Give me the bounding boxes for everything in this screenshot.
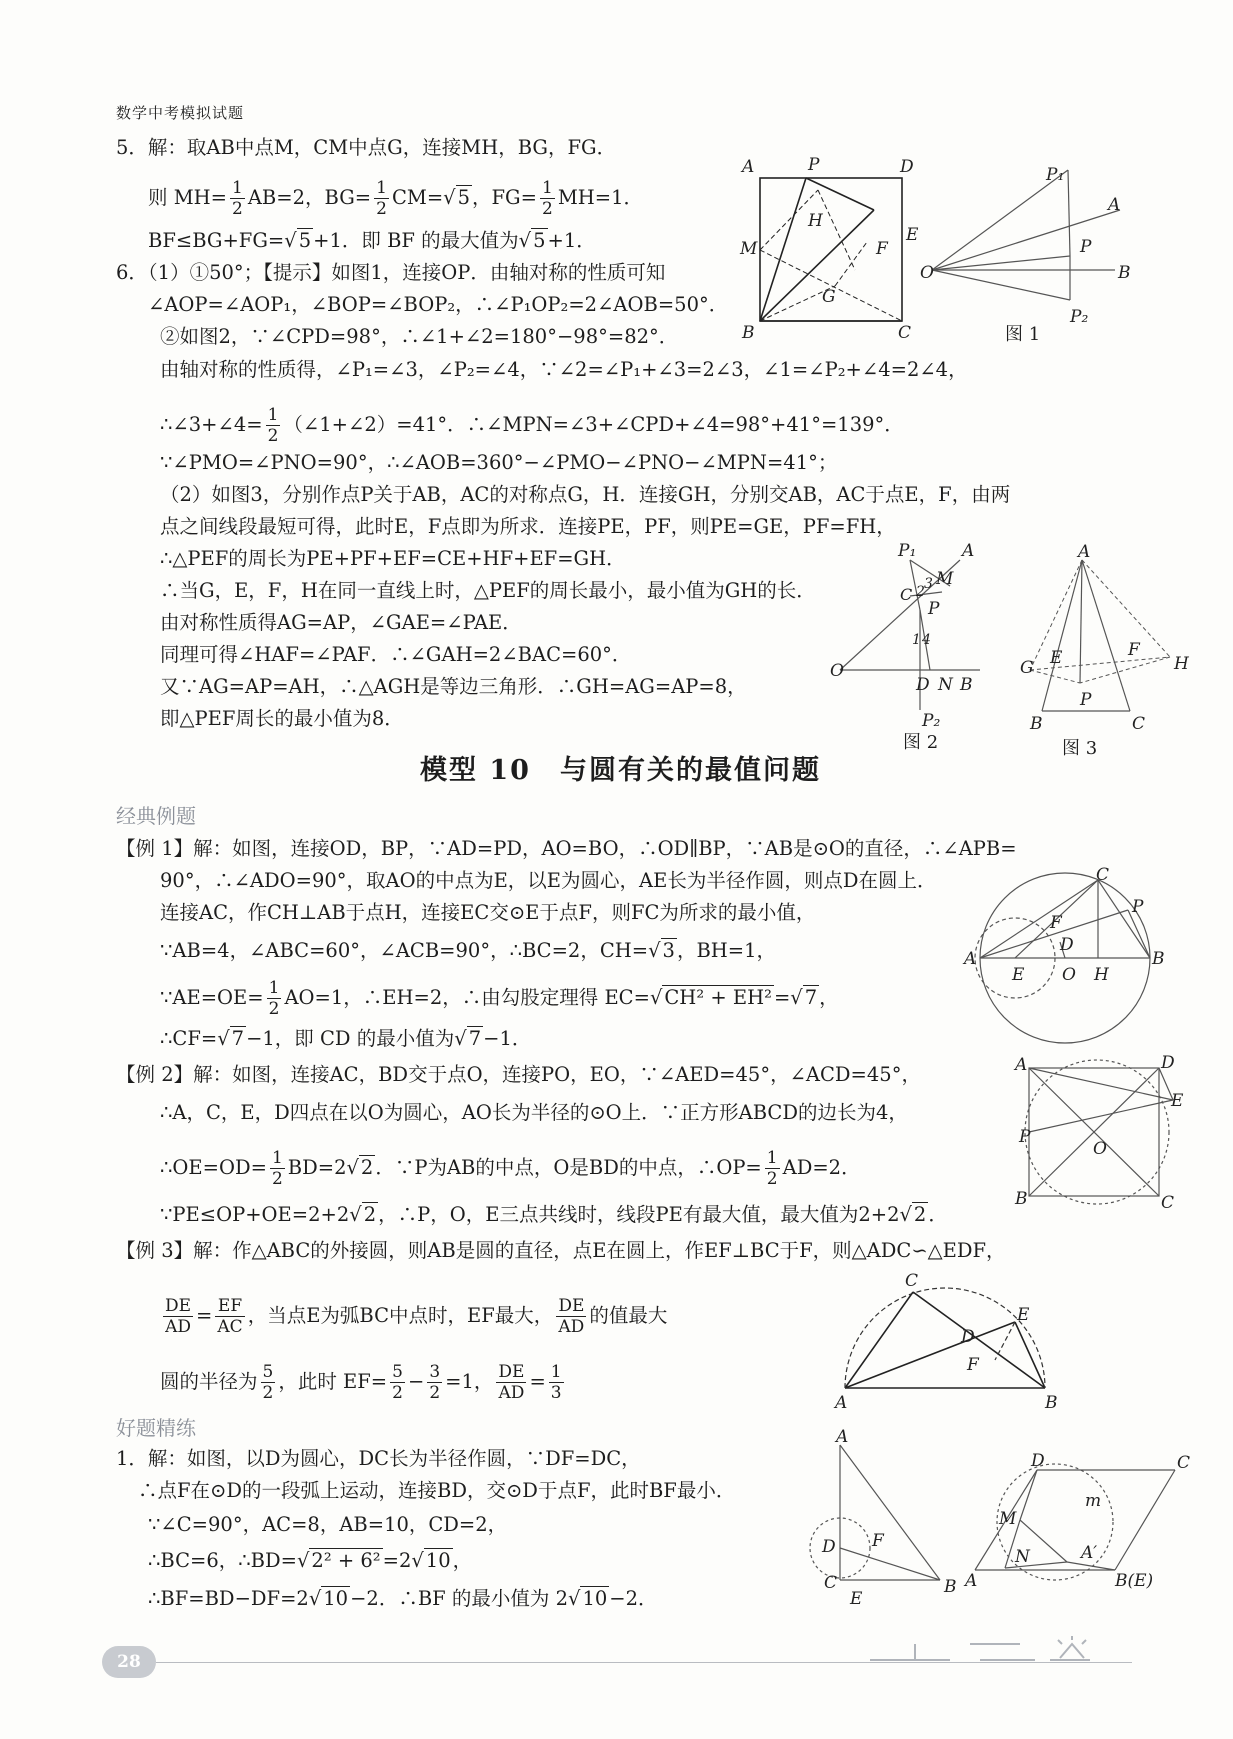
figure-label: P (1080, 690, 1092, 710)
figure-label: P (928, 599, 940, 619)
p5-line3: BF≤BG+FG=√ 5 +1．即 BF 的最大值为√ 5 +1． (148, 229, 596, 252)
figure-label: 1 (912, 632, 921, 648)
pr1-line2: ∴点F在⊙D的一段弧上运动，连接BD，交⊙D于点F，此时BF最小． (138, 1479, 736, 1502)
figure-label: N (1015, 1547, 1030, 1567)
figure-label: F (967, 1355, 979, 1375)
figure-label: C (900, 585, 913, 604)
p6-line4: 由轴对称的性质得，∠P₁=∠3，∠P₂=∠4，∵∠2=∠P₁+∠3=2∠3，∠1=∠P₂+∠4=2∠4， (160, 358, 968, 381)
pr1-line5: ∴BF=BD−DF=2√ 10 −2．∴BF 的最小值为 2√ 10 −2． (148, 1587, 658, 1610)
figure-label: P (1132, 897, 1144, 917)
ex1-line3: 连接AC，作CH⊥AB于点H，连接EC交⊙E于点F，则FC为所求的最小值， (160, 901, 816, 924)
figure-2-labels (830, 541, 974, 731)
ex1-line5: ∵AE=OE= $\frac{1}{2}$ AO=1，∴EH=2，∴由勾股定理得 EC=√ CH² + EH² =√ 7 ， (160, 978, 839, 1019)
figure-3-caption: 图 3 (1062, 738, 1098, 759)
practice-1-a-labels (821, 1427, 957, 1609)
figure-label: C (1096, 865, 1110, 885)
figure-label: C (824, 1573, 838, 1593)
figure-label: P (808, 155, 820, 175)
p5-line1: 5．解：取AB中点M，CM中点G，连接MH，BG，FG． (116, 136, 617, 159)
figure-label: H (808, 211, 823, 231)
p6-line13: 又∵AG=AP=AH，∴△AGH是等边三角形．∴GH=AG=AP=8， (160, 675, 747, 698)
frac: $\frac{1}{2}$ (232, 178, 243, 219)
page-number: 28 (102, 1646, 156, 1678)
figure-label: D (1031, 1451, 1045, 1471)
figure-1-labels (920, 165, 1131, 327)
figure-label: A (962, 541, 975, 561)
page-header: 数学中考模拟试题 (116, 104, 245, 122)
figure-label: H (1174, 654, 1189, 674)
figure-label: O (830, 661, 844, 681)
ex3-line2: $\frac{DE}{AD}$ = $\frac{EF}{AC}$ ，当点E为弧BC中点时，EF最大， $\frac{DE}{AD}$ 的值最大 (165, 1296, 668, 1337)
section-title: 模型 10 与圆有关的最值问题 (420, 755, 821, 786)
figure-label: A (964, 949, 977, 969)
figure-label: B (1045, 1393, 1058, 1413)
figure-2-caption: 图 2 (903, 732, 939, 753)
figure-label: C (905, 1271, 919, 1291)
figure-label: N (938, 675, 953, 695)
p6-line1: 6．（1）①50°；【提示】如图1，连接OP．由轴对称的性质可知 (116, 261, 666, 284)
p6-line7: （2）如图3，分别作点P关于AB，AC的对称点G，H．连接GH，分别交AB，AC于点E，F，由两 (160, 483, 1011, 506)
figure-label: A′ (1081, 1543, 1098, 1563)
ex2-line2: ∴A，C，E，D四点在以O为圆心，AO长为半径的⊙O上．∵正方形ABCD的边长为4， (160, 1101, 908, 1124)
ex2-line4: ∵PE≤OP+OE=2+2√ 2 ，∴P，O，E三点共线时，线段PE有最大值，最大值为2+2√ 2 ． (160, 1203, 948, 1226)
figure-1-caption: 图 1 (1005, 324, 1041, 345)
figure-label: A (1108, 195, 1121, 215)
pr1-line3: ∵∠C=90°，AC=8，AB=10，CD=2， (148, 1513, 508, 1536)
figure-label: F (876, 239, 888, 259)
figure-label: E (906, 225, 919, 245)
figure-label: D (1161, 1053, 1175, 1073)
figure-label: A (1078, 542, 1091, 562)
p6-line8: 点之间线段最短可得，此时E，F点即为所求．连接PE，PF，则PE=GE，PF=FH， (160, 515, 896, 538)
figure-label: m (1085, 1491, 1102, 1511)
ex2-line1: 【例 2】解：如图，连接AC，BD交于点O，连接PO，EO，∵∠AED=45°，∠ACD=45°， (116, 1063, 921, 1086)
figure-label: C (898, 323, 912, 343)
figure-1 (920, 160, 1140, 330)
figure-label: E (1050, 648, 1063, 668)
ex3-line3: 圆的半径为 $\frac{5}{2}$ ，此时 EF= $\frac{5}{2}$ − $\frac{3}{2}$ =1， $\frac{DE}{AD}$ = $\frac{1}{3}$ (160, 1362, 562, 1403)
example-1-figure (960, 865, 1165, 1060)
ex2-line3: ∴OE=OD= $\frac{1}{2}$ BD=2√ 2 ．∵P为AB的中点，O是BD的中点，∴OP= $\frac{1}{2}$ AD=2． (160, 1148, 861, 1189)
practice-1-figure-b (955, 1450, 1190, 1590)
figure-label: E (1012, 965, 1025, 985)
figure-label: B (1152, 949, 1165, 969)
figure-label: 3 (924, 576, 933, 592)
figure-label: P₁ (898, 541, 917, 561)
figure-label: P₂ (1070, 307, 1089, 327)
ex1-line1: 【例 1】解：如图，连接OD，BP，∵AD=PD，AO=BO，∴OD∥BP，∵AB是⊙O的直径，∴∠APB= (116, 837, 1017, 860)
ex1-line4: ∵AB=4，∠ABC=60°，∠ACB=90°，∴BC=2，CH=√ 3 ，BH=1， (160, 939, 777, 962)
figure-label: D (1060, 935, 1074, 955)
figure-label: C (1132, 714, 1146, 734)
figure-label: B (944, 1577, 957, 1597)
p6-line12: 同理可得∠HAF=∠PAF．∴∠GAH=2∠BAC=60°． (160, 643, 632, 666)
figure-label: B (960, 675, 973, 695)
example-2-figure (1015, 1050, 1185, 1213)
figure-label: B (1118, 263, 1131, 283)
figure-label: M (740, 239, 758, 259)
pr1-line4: ∴BC=6，∴BD=√ 2² + 6² =2√ 10 ， (148, 1549, 473, 1572)
practice-1-figure-a (820, 1427, 960, 1610)
figure-label: O (1093, 1139, 1107, 1159)
figure-label: A (836, 1427, 849, 1447)
figure-label: P₁ (1046, 165, 1065, 185)
p5-line2: 则 MH= $\frac{1}{2}$ AB=2，BG= $\frac{1}{2}$ CM=√ 5 ，FG= $\frac{1}{2}$ MH=1． (148, 178, 644, 219)
figure-label: B (1030, 714, 1043, 734)
figure-label: P (1080, 237, 1092, 257)
ex1-line2: 90°，∴∠ADO=90°，取AO的中点为E，以E为圆心，AE长为半径作圆，则点D在圆上． (160, 869, 937, 892)
pr1-line1: 1．解：如图，以D为圆心，DC长为半径作圆，∵DF=DC， (116, 1447, 641, 1470)
figure-label: A (835, 1393, 848, 1413)
figure-label: C (1177, 1453, 1191, 1473)
figure-label: H (1094, 965, 1109, 985)
figure-label: D (961, 1327, 975, 1347)
figure-label: M (999, 1509, 1017, 1529)
figure-label: D (822, 1537, 836, 1557)
figure-label: B (1015, 1189, 1028, 1209)
figure-label: D (916, 675, 930, 695)
ex3-line1: 【例 3】解：作△ABC的外接圆，则AB是圆的直径，点E在圆上，作EF⊥BC于F，则△ADC∽△EDF， (116, 1239, 1006, 1262)
figure-label: F (1128, 640, 1140, 660)
section-classic-heading: 经典例题 (116, 804, 196, 828)
figure-2 (820, 540, 1010, 730)
p6-line5: ∴∠3+∠4= $\frac{1}{2}$ （∠1+∠2）=41°．∴∠MPN=∠3+∠CPD+∠4=98°+41°=139°． (160, 405, 904, 446)
figure-label: D (900, 157, 914, 177)
figure-3 (1020, 542, 1195, 734)
p6-line3: ②如图2，∵∠CPD=98°，∴∠1+∠2=180°−98°=82°． (160, 325, 679, 348)
figure-label: 4 (922, 632, 931, 648)
square-figure (740, 150, 940, 343)
p6-line6: ∵∠PMO=∠PNO=90°，∴∠AOB=360°−∠PMO−∠PNO−∠MPN=41°； (160, 451, 838, 474)
figure-label: 2 (916, 584, 925, 600)
figure-label: B (742, 323, 755, 343)
figure-label: F (1050, 913, 1062, 933)
example-3-figure (835, 1270, 1065, 1413)
figure-label: P₂ (922, 711, 941, 731)
figure-label: A (1015, 1055, 1028, 1075)
figure-label: B(E) (1115, 1571, 1154, 1591)
section-practice-heading: 好题精练 (116, 1416, 196, 1440)
figure-label: M (936, 569, 954, 589)
figure-label: E (1017, 1305, 1030, 1325)
figure-label: G (822, 287, 836, 307)
footer-ornament (860, 1630, 1140, 1670)
figure-label: G (1020, 658, 1034, 678)
ex1-line6: ∴CF=√ 7 −1，即 CD 的最小值为√ 7 −1． (160, 1027, 532, 1050)
figure-label: A (742, 157, 755, 177)
figure-label: E (850, 1589, 863, 1609)
figure-label: C (1161, 1193, 1175, 1213)
figure-label: O (1062, 965, 1076, 985)
figure-label: A (965, 1571, 978, 1591)
figure-label: P (1019, 1127, 1031, 1147)
p6-line10: ∴当G，E，F，H在同一直线上时，△PEF的周长最小，最小值为GH的长． (160, 579, 816, 602)
p6-line2: ∠AOP=∠AOP₁，∠BOP=∠BOP₂，∴∠P₁OP₂=2∠AOB=50°． (148, 293, 729, 316)
p6-line14: 即△PEF周长的最小值为8． (160, 707, 404, 730)
figure-label: O (920, 263, 934, 283)
p6-line9: ∴△PEF的周长为PE+PF+EF=CE+HF+EF=GH． (160, 547, 626, 570)
figure-label: F (872, 1531, 884, 1551)
p6-line11: 由对称性质得AG=AP，∠GAE=∠PAE． (160, 611, 522, 634)
figure-label: E (1171, 1091, 1184, 1111)
